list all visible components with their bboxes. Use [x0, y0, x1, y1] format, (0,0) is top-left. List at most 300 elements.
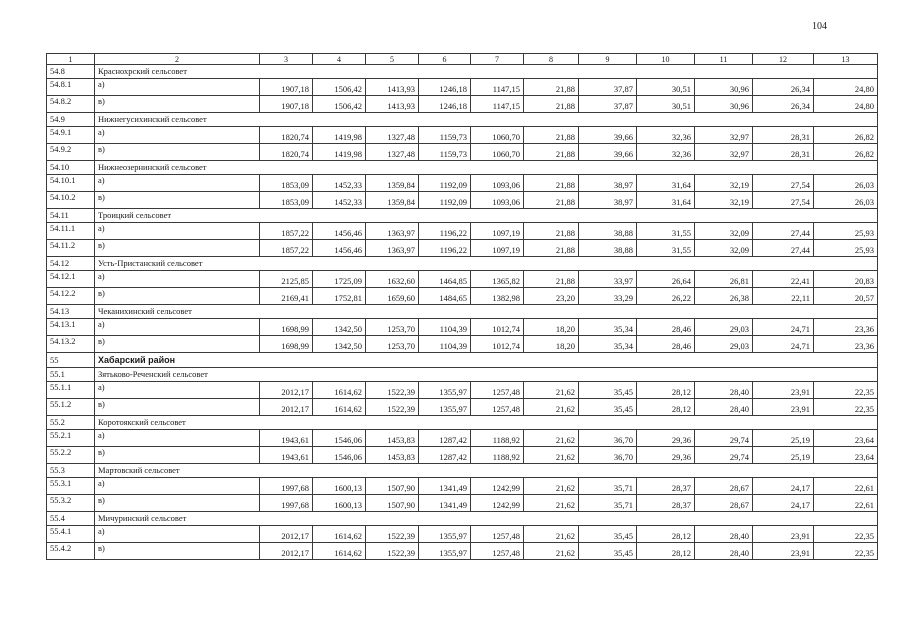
- header-cell-7: 7: [471, 54, 524, 65]
- row-value: 32,19: [695, 192, 753, 209]
- row-value: 1192,09: [419, 175, 471, 192]
- row-code: 55.2: [47, 416, 95, 430]
- row-value: 22,35: [814, 382, 878, 399]
- row-value: 1147,15: [471, 96, 524, 113]
- row-value: 21,62: [524, 382, 579, 399]
- section-row: [47, 161, 878, 175]
- row-value: 1327,48: [366, 144, 419, 161]
- row-value: 1188,92: [471, 430, 524, 447]
- row-value: 18,20: [524, 319, 579, 336]
- row-value: 1192,09: [419, 192, 471, 209]
- row-code: 54.8.2: [47, 96, 95, 113]
- row-label: в): [95, 96, 260, 113]
- row-value: 29,74: [695, 447, 753, 464]
- row-value: 28,40: [695, 543, 753, 560]
- row-value: 27,44: [753, 223, 814, 240]
- row-value: 35,71: [579, 495, 637, 512]
- row-value: 1522,39: [366, 382, 419, 399]
- row-label: в): [95, 495, 260, 512]
- district-name: Хабарский район: [95, 353, 878, 368]
- section-row: [47, 416, 878, 430]
- row-value: 22,11: [753, 288, 814, 305]
- section-name: Чеканихинский сельсовет: [95, 305, 878, 319]
- row-code: 55.1.2: [47, 399, 95, 416]
- row-code: 55: [47, 353, 95, 368]
- row-code: 55.2.2: [47, 447, 95, 464]
- row-label: в): [95, 240, 260, 257]
- row-value: 21,62: [524, 495, 579, 512]
- row-code: 54.9: [47, 113, 95, 127]
- row-code: 54.11.1: [47, 223, 95, 240]
- row-value: 1246,18: [419, 96, 471, 113]
- row-value: 1382,98: [471, 288, 524, 305]
- row-value: 32,97: [695, 144, 753, 161]
- row-code: 54.11.2: [47, 240, 95, 257]
- row-value: 1853,09: [260, 192, 313, 209]
- row-value: 1327,48: [366, 127, 419, 144]
- row-value: 1698,99: [260, 319, 313, 336]
- row-value: 1997,68: [260, 495, 313, 512]
- section-row: [47, 464, 878, 478]
- row-value: 27,54: [753, 192, 814, 209]
- row-value: 1659,60: [366, 288, 419, 305]
- row-value: 28,12: [637, 543, 695, 560]
- row-code: 54.12.1: [47, 271, 95, 288]
- row-value: 21,88: [524, 223, 579, 240]
- row-value: 21,62: [524, 526, 579, 543]
- row-value: 39,66: [579, 144, 637, 161]
- header-cell-13: 13: [814, 54, 878, 65]
- row-value: 1363,97: [366, 240, 419, 257]
- row-value: 1907,18: [260, 79, 313, 96]
- row-value: 1698,99: [260, 336, 313, 353]
- row-value: 1453,83: [366, 430, 419, 447]
- row-value: 1363,97: [366, 223, 419, 240]
- row-value: 37,87: [579, 96, 637, 113]
- row-label: а): [95, 382, 260, 399]
- row-value: 2169,41: [260, 288, 313, 305]
- table-row: [47, 336, 878, 353]
- section-name: Мартовский сельсовет: [95, 464, 878, 478]
- row-value: 28,37: [637, 478, 695, 495]
- row-value: 29,03: [695, 319, 753, 336]
- section-name: Усть-Пристанский сельсовет: [95, 257, 878, 271]
- row-value: 25,93: [814, 240, 878, 257]
- section-row: [47, 512, 878, 526]
- row-value: 1820,74: [260, 144, 313, 161]
- row-value: 1104,39: [419, 336, 471, 353]
- row-code: 55.1.1: [47, 382, 95, 399]
- row-value: 23,20: [524, 288, 579, 305]
- row-value: 32,09: [695, 223, 753, 240]
- table-row: [47, 543, 878, 560]
- row-value: 24,71: [753, 336, 814, 353]
- table-row: [47, 223, 878, 240]
- row-value: 1093,06: [471, 175, 524, 192]
- row-value: 27,44: [753, 240, 814, 257]
- row-value: 23,64: [814, 447, 878, 464]
- section-name: Нижнегусихинский сельсовет: [95, 113, 878, 127]
- row-value: 1614,62: [313, 382, 366, 399]
- row-value: 1242,99: [471, 495, 524, 512]
- row-code: 55.4: [47, 512, 95, 526]
- row-value: 22,41: [753, 271, 814, 288]
- header-cell-1: 1: [47, 54, 95, 65]
- row-value: 29,36: [637, 447, 695, 464]
- row-value: 28,12: [637, 399, 695, 416]
- row-value: 28,40: [695, 526, 753, 543]
- row-value: 30,96: [695, 96, 753, 113]
- row-value: 1413,93: [366, 79, 419, 96]
- row-value: 1456,46: [313, 240, 366, 257]
- row-code: 54.13.2: [47, 336, 95, 353]
- header-cell-10: 10: [637, 54, 695, 65]
- row-code: 55.3.1: [47, 478, 95, 495]
- row-label: в): [95, 192, 260, 209]
- row-value: 32,97: [695, 127, 753, 144]
- row-value: 1857,22: [260, 240, 313, 257]
- table-row: [47, 240, 878, 257]
- section-name: Нижнеозернинский сельсовет: [95, 161, 878, 175]
- row-value: 23,91: [753, 399, 814, 416]
- row-value: 26,34: [753, 79, 814, 96]
- row-value: 22,61: [814, 478, 878, 495]
- section-name: Троицкий сельсовет: [95, 209, 878, 223]
- row-value: 1257,48: [471, 382, 524, 399]
- row-value: 1159,73: [419, 144, 471, 161]
- row-value: 21,62: [524, 430, 579, 447]
- row-value: 31,64: [637, 175, 695, 192]
- row-value: 1093,06: [471, 192, 524, 209]
- table-row: [47, 478, 878, 495]
- row-value: 1196,22: [419, 223, 471, 240]
- row-value: 30,51: [637, 79, 695, 96]
- row-value: 24,80: [814, 79, 878, 96]
- header-cell-12: 12: [753, 54, 814, 65]
- row-label: в): [95, 144, 260, 161]
- row-value: 1614,62: [313, 543, 366, 560]
- row-value: 28,37: [637, 495, 695, 512]
- row-value: 39,66: [579, 127, 637, 144]
- row-value: 1060,70: [471, 127, 524, 144]
- row-label: а): [95, 430, 260, 447]
- row-value: 38,88: [579, 223, 637, 240]
- row-value: 27,54: [753, 175, 814, 192]
- row-value: 1355,97: [419, 382, 471, 399]
- section-name: Краснохрский сельсовет: [95, 65, 878, 79]
- row-value: 1287,42: [419, 430, 471, 447]
- table-row: [47, 127, 878, 144]
- section-row: [47, 368, 878, 382]
- row-value: 2012,17: [260, 382, 313, 399]
- row-label: а): [95, 319, 260, 336]
- table-header-row: [47, 54, 878, 65]
- row-code: 55.1: [47, 368, 95, 382]
- table-row: [47, 144, 878, 161]
- row-value: 28,12: [637, 526, 695, 543]
- row-value: 26,34: [753, 96, 814, 113]
- row-value: 23,91: [753, 382, 814, 399]
- row-value: 1359,84: [366, 192, 419, 209]
- row-value: 23,64: [814, 430, 878, 447]
- row-label: а): [95, 526, 260, 543]
- row-code: 54.13.1: [47, 319, 95, 336]
- row-value: 21,88: [524, 175, 579, 192]
- header-cell-11: 11: [695, 54, 753, 65]
- row-value: 29,03: [695, 336, 753, 353]
- row-value: 1546,06: [313, 447, 366, 464]
- row-value: 25,19: [753, 447, 814, 464]
- row-value: 23,91: [753, 526, 814, 543]
- header-cell-3: 3: [260, 54, 313, 65]
- row-value: 1342,50: [313, 319, 366, 336]
- row-value: 26,22: [637, 288, 695, 305]
- row-value: 1752,81: [313, 288, 366, 305]
- row-value: 1857,22: [260, 223, 313, 240]
- row-value: 1012,74: [471, 319, 524, 336]
- row-label: а): [95, 223, 260, 240]
- row-value: 24,71: [753, 319, 814, 336]
- row-value: 21,88: [524, 271, 579, 288]
- row-value: 1242,99: [471, 478, 524, 495]
- row-value: 38,88: [579, 240, 637, 257]
- row-value: 1246,18: [419, 79, 471, 96]
- table-body: [47, 54, 878, 560]
- section-row: [47, 65, 878, 79]
- row-value: 1257,48: [471, 399, 524, 416]
- row-value: 29,36: [637, 430, 695, 447]
- row-value: 1614,62: [313, 526, 366, 543]
- row-value: 1600,13: [313, 495, 366, 512]
- row-value: 24,17: [753, 495, 814, 512]
- row-value: 28,31: [753, 144, 814, 161]
- row-value: 2012,17: [260, 526, 313, 543]
- row-value: 1419,98: [313, 144, 366, 161]
- header-cell-2: 2: [95, 54, 260, 65]
- row-value: 1507,90: [366, 495, 419, 512]
- row-value: 1341,49: [419, 495, 471, 512]
- row-value: 1413,93: [366, 96, 419, 113]
- row-value: 35,71: [579, 478, 637, 495]
- row-value: 26,82: [814, 144, 878, 161]
- table-row: [47, 447, 878, 464]
- row-value: 1355,97: [419, 526, 471, 543]
- row-code: 54.8: [47, 65, 95, 79]
- row-value: 28,67: [695, 495, 753, 512]
- district-row: [47, 353, 878, 368]
- row-value: 1452,33: [313, 192, 366, 209]
- row-value: 32,09: [695, 240, 753, 257]
- row-value: 1820,74: [260, 127, 313, 144]
- row-label: в): [95, 399, 260, 416]
- section-name: Мичуринский сельсовет: [95, 512, 878, 526]
- row-value: 26,03: [814, 175, 878, 192]
- row-value: 1546,06: [313, 430, 366, 447]
- row-value: 1097,19: [471, 240, 524, 257]
- row-value: 21,62: [524, 399, 579, 416]
- row-code: 55.4.1: [47, 526, 95, 543]
- row-value: 1355,97: [419, 399, 471, 416]
- row-value: 29,74: [695, 430, 753, 447]
- table-row: [47, 430, 878, 447]
- row-value: 32,19: [695, 175, 753, 192]
- row-value: 24,17: [753, 478, 814, 495]
- row-value: 1907,18: [260, 96, 313, 113]
- row-value: 22,35: [814, 526, 878, 543]
- row-value: 1997,68: [260, 478, 313, 495]
- row-code: 55.3.2: [47, 495, 95, 512]
- row-value: 2125,85: [260, 271, 313, 288]
- row-value: 33,29: [579, 288, 637, 305]
- row-value: 35,45: [579, 526, 637, 543]
- row-value: 37,87: [579, 79, 637, 96]
- row-value: 1853,09: [260, 175, 313, 192]
- row-value: 1104,39: [419, 319, 471, 336]
- row-value: 1355,97: [419, 543, 471, 560]
- row-label: а): [95, 271, 260, 288]
- row-code: 55.3: [47, 464, 95, 478]
- table-row: [47, 526, 878, 543]
- table-row: [47, 319, 878, 336]
- row-value: 22,61: [814, 495, 878, 512]
- row-value: 1456,46: [313, 223, 366, 240]
- row-value: 20,57: [814, 288, 878, 305]
- row-value: 1506,42: [313, 96, 366, 113]
- row-code: 54.10.2: [47, 192, 95, 209]
- table-row: [47, 175, 878, 192]
- row-value: 1342,50: [313, 336, 366, 353]
- row-value: 2012,17: [260, 399, 313, 416]
- data-table: [46, 53, 878, 560]
- table-row: [47, 382, 878, 399]
- table-row: [47, 399, 878, 416]
- row-value: 26,03: [814, 192, 878, 209]
- row-value: 2012,17: [260, 543, 313, 560]
- row-value: 31,55: [637, 223, 695, 240]
- row-code: 55.4.2: [47, 543, 95, 560]
- row-value: 25,93: [814, 223, 878, 240]
- row-value: 21,88: [524, 192, 579, 209]
- row-code: 54.13: [47, 305, 95, 319]
- section-row: [47, 257, 878, 271]
- row-value: 22,35: [814, 399, 878, 416]
- row-value: 35,45: [579, 382, 637, 399]
- row-value: 35,34: [579, 319, 637, 336]
- row-value: 1147,15: [471, 79, 524, 96]
- header-cell-4: 4: [313, 54, 366, 65]
- row-value: 28,67: [695, 478, 753, 495]
- row-value: 1632,60: [366, 271, 419, 288]
- row-value: 32,36: [637, 144, 695, 161]
- table-row: [47, 288, 878, 305]
- row-value: 1253,70: [366, 336, 419, 353]
- row-value: 1507,90: [366, 478, 419, 495]
- row-value: 23,36: [814, 336, 878, 353]
- row-value: 26,38: [695, 288, 753, 305]
- row-value: 1012,74: [471, 336, 524, 353]
- row-value: 30,51: [637, 96, 695, 113]
- row-code: 54.12: [47, 257, 95, 271]
- row-label: а): [95, 79, 260, 96]
- row-value: 18,20: [524, 336, 579, 353]
- row-value: 38,97: [579, 175, 637, 192]
- row-label: в): [95, 336, 260, 353]
- row-label: а): [95, 175, 260, 192]
- row-value: 1257,48: [471, 543, 524, 560]
- row-label: а): [95, 478, 260, 495]
- row-value: 1159,73: [419, 127, 471, 144]
- section-row: [47, 113, 878, 127]
- row-value: 36,70: [579, 430, 637, 447]
- row-value: 33,97: [579, 271, 637, 288]
- row-value: 31,55: [637, 240, 695, 257]
- row-value: 38,97: [579, 192, 637, 209]
- row-value: 1253,70: [366, 319, 419, 336]
- row-value: 28,12: [637, 382, 695, 399]
- row-value: 22,35: [814, 543, 878, 560]
- row-value: 26,82: [814, 127, 878, 144]
- row-value: 32,36: [637, 127, 695, 144]
- row-value: 23,36: [814, 319, 878, 336]
- row-label: а): [95, 127, 260, 144]
- row-code: 54.10: [47, 161, 95, 175]
- row-value: 36,70: [579, 447, 637, 464]
- row-value: 1452,33: [313, 175, 366, 192]
- section-row: [47, 209, 878, 223]
- row-value: 1943,61: [260, 447, 313, 464]
- row-value: 1196,22: [419, 240, 471, 257]
- row-value: 21,88: [524, 240, 579, 257]
- row-value: 1359,84: [366, 175, 419, 192]
- row-value: 1097,19: [471, 223, 524, 240]
- row-value: 35,34: [579, 336, 637, 353]
- table-row: [47, 96, 878, 113]
- row-value: 25,19: [753, 430, 814, 447]
- row-code: 54.10.1: [47, 175, 95, 192]
- row-value: 21,88: [524, 79, 579, 96]
- header-cell-9: 9: [579, 54, 637, 65]
- row-code: 54.9.1: [47, 127, 95, 144]
- row-value: 1614,62: [313, 399, 366, 416]
- section-row: [47, 305, 878, 319]
- row-value: 1453,83: [366, 447, 419, 464]
- row-value: 21,62: [524, 543, 579, 560]
- row-value: 1341,49: [419, 478, 471, 495]
- row-code: 54.8.1: [47, 79, 95, 96]
- row-value: 1257,48: [471, 526, 524, 543]
- row-label: в): [95, 288, 260, 305]
- row-value: 24,80: [814, 96, 878, 113]
- row-value: 21,88: [524, 144, 579, 161]
- row-value: 1464,85: [419, 271, 471, 288]
- section-name: Зятьково-Реченский сельсовет: [95, 368, 878, 382]
- table-row: [47, 495, 878, 512]
- row-value: 1287,42: [419, 447, 471, 464]
- table-row: [47, 271, 878, 288]
- row-value: 1522,39: [366, 543, 419, 560]
- row-label: в): [95, 447, 260, 464]
- header-cell-6: 6: [419, 54, 471, 65]
- row-value: 1484,65: [419, 288, 471, 305]
- row-value: 28,46: [637, 319, 695, 336]
- row-code: 54.12.2: [47, 288, 95, 305]
- row-value: 1522,39: [366, 526, 419, 543]
- row-value: 23,91: [753, 543, 814, 560]
- row-value: 35,45: [579, 399, 637, 416]
- row-value: 28,46: [637, 336, 695, 353]
- row-value: 21,88: [524, 96, 579, 113]
- row-value: 35,45: [579, 543, 637, 560]
